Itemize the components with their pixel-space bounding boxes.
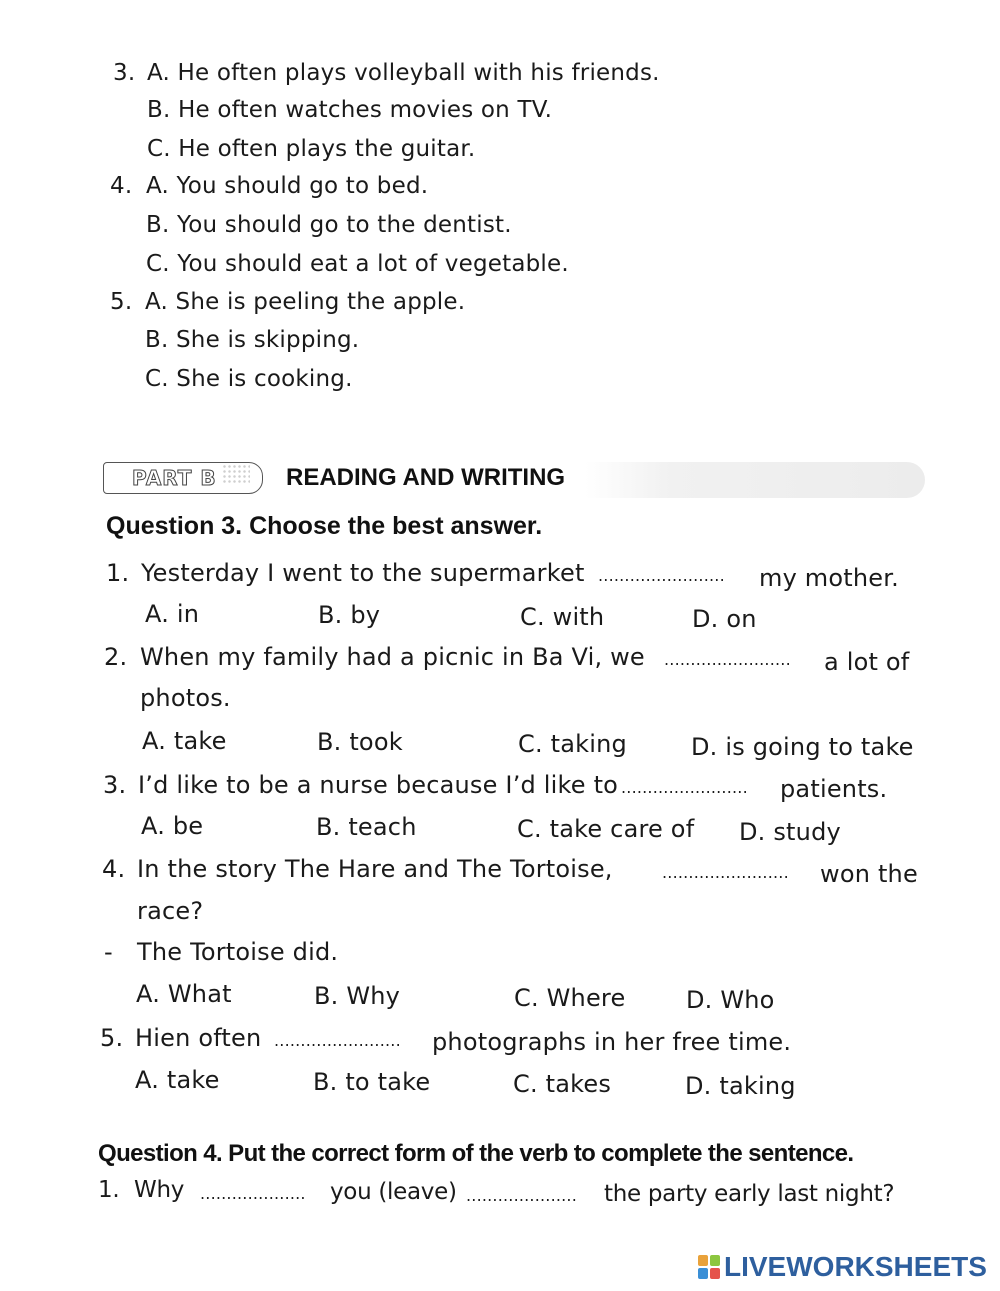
item-4-option-c: C. You should eat a lot of vegetable. <box>146 251 569 277</box>
q3-2-option-b[interactable]: B. took <box>317 728 403 756</box>
q3-3-option-b[interactable]: B. teach <box>316 813 417 841</box>
item-5-option-a: A. She is peeling the apple. <box>145 289 466 315</box>
q3-2-option-c[interactable]: C. taking <box>518 730 627 758</box>
q3-2-text-before: When my family had a picnic in Ba Vi, we <box>140 643 645 671</box>
item-3-number: 3. <box>113 60 136 86</box>
q3-5-blank[interactable]: ........................ <box>274 1031 401 1050</box>
q3-5-number: 5. <box>100 1024 124 1052</box>
logo-square-4 <box>710 1268 720 1279</box>
q3-5-option-a[interactable]: A. take <box>135 1066 220 1094</box>
item-4-option-b: B. You should go to the dentist. <box>146 212 512 238</box>
q3-3-blank[interactable]: ........................ <box>621 778 748 797</box>
banner-shade <box>585 462 925 498</box>
q4-1-word-why: Why <box>134 1177 185 1203</box>
q3-4-text-after: won the <box>820 860 918 888</box>
q3-1-blank[interactable]: ........................ <box>598 566 725 585</box>
q3-4-answer-line: The Tortoise did. <box>137 938 339 966</box>
q3-1-option-d[interactable]: D. on <box>692 605 757 633</box>
part-b-decoration <box>222 464 250 484</box>
q3-1-text-after: my mother. <box>759 564 899 592</box>
item-3-option-b: B. He often watches movies on TV. <box>147 97 553 123</box>
q3-5-option-b[interactable]: B. to take <box>313 1068 431 1096</box>
q3-3-number: 3. <box>103 771 127 799</box>
q3-5-text-after: photographs in her free time. <box>432 1028 792 1056</box>
logo-square-2 <box>710 1255 720 1266</box>
question-3-heading: Question 3. Choose the best answer. <box>106 512 543 540</box>
q3-3-option-d[interactable]: D. study <box>739 818 841 846</box>
q3-1-option-a[interactable]: A. in <box>145 600 200 628</box>
logo-square-1 <box>698 1255 708 1266</box>
liveworksheets-logo <box>698 1252 987 1282</box>
item-3-option-a: A. He often plays volleyball with his friends. <box>147 60 660 86</box>
item-5-option-c: C. She is cooking. <box>145 366 353 392</box>
q3-1-number: 1. <box>106 559 130 587</box>
q3-2-number: 2. <box>104 643 128 671</box>
item-4-number: 4. <box>110 173 133 199</box>
q3-3-option-a[interactable]: A. be <box>141 812 204 840</box>
q3-5-option-d[interactable]: D. taking <box>685 1072 796 1100</box>
q3-4-option-d[interactable]: D. Who <box>686 986 775 1014</box>
q3-1-option-c[interactable]: C. with <box>520 603 605 631</box>
q3-4-blank[interactable]: ........................ <box>662 863 789 882</box>
q4-1-number: 1. <box>98 1177 120 1203</box>
item-4-option-a: A. You should go to bed. <box>146 173 429 199</box>
q3-4-option-c[interactable]: C. Where <box>514 984 626 1012</box>
q3-1-text-before: Yesterday I went to the supermarket <box>141 559 585 587</box>
q3-4-text-continued: race? <box>137 897 204 925</box>
logo-text: LIVEWORKSHEETS <box>724 1251 987 1282</box>
q3-3-option-c[interactable]: C. take care of <box>517 815 695 843</box>
q3-2-blank[interactable]: ........................ <box>664 650 791 669</box>
logo-mark-icon <box>698 1255 720 1279</box>
part-b-title: READING AND WRITING <box>286 464 566 491</box>
question-4-heading: Question 4. Put the correct form of the verb to complete the sentence. <box>98 1140 854 1167</box>
q3-4-option-b[interactable]: B. Why <box>314 982 401 1010</box>
q3-4-option-a[interactable]: A. What <box>136 980 232 1008</box>
q3-3-text-after: patients. <box>780 775 888 803</box>
q4-1-text-after: the party early last night? <box>604 1181 895 1207</box>
item-3-option-c: C. He often plays the guitar. <box>147 136 476 162</box>
part-b-label: PART B <box>132 466 217 490</box>
q4-1-blank-2[interactable]: ..................... <box>466 1186 578 1205</box>
q4-1-blank-1[interactable]: .................... <box>200 1184 306 1203</box>
item-5-number: 5. <box>110 289 133 315</box>
q3-2-option-a[interactable]: A. take <box>142 727 227 755</box>
q3-2-option-d[interactable]: D. is going to take <box>691 733 914 761</box>
q3-2-text-after: a lot of <box>824 648 910 676</box>
q3-4-number: 4. <box>102 855 126 883</box>
q4-1-verb-hint: you (leave) <box>330 1179 457 1205</box>
q3-2-text-continued: photos. <box>140 684 231 712</box>
q3-5-text-before: Hien often <box>135 1024 262 1052</box>
logo-square-3 <box>698 1268 708 1279</box>
q3-5-option-c[interactable]: C. takes <box>513 1070 612 1098</box>
q3-4-text-before: In the story The Hare and The Tortoise, <box>137 855 613 883</box>
q3-1-option-b[interactable]: B. by <box>318 601 381 629</box>
q3-4-dash: - <box>104 938 113 966</box>
q3-3-text-before: I’d like to be a nurse because I’d like to <box>138 771 619 799</box>
item-5-option-b: B. She is skipping. <box>145 327 360 353</box>
